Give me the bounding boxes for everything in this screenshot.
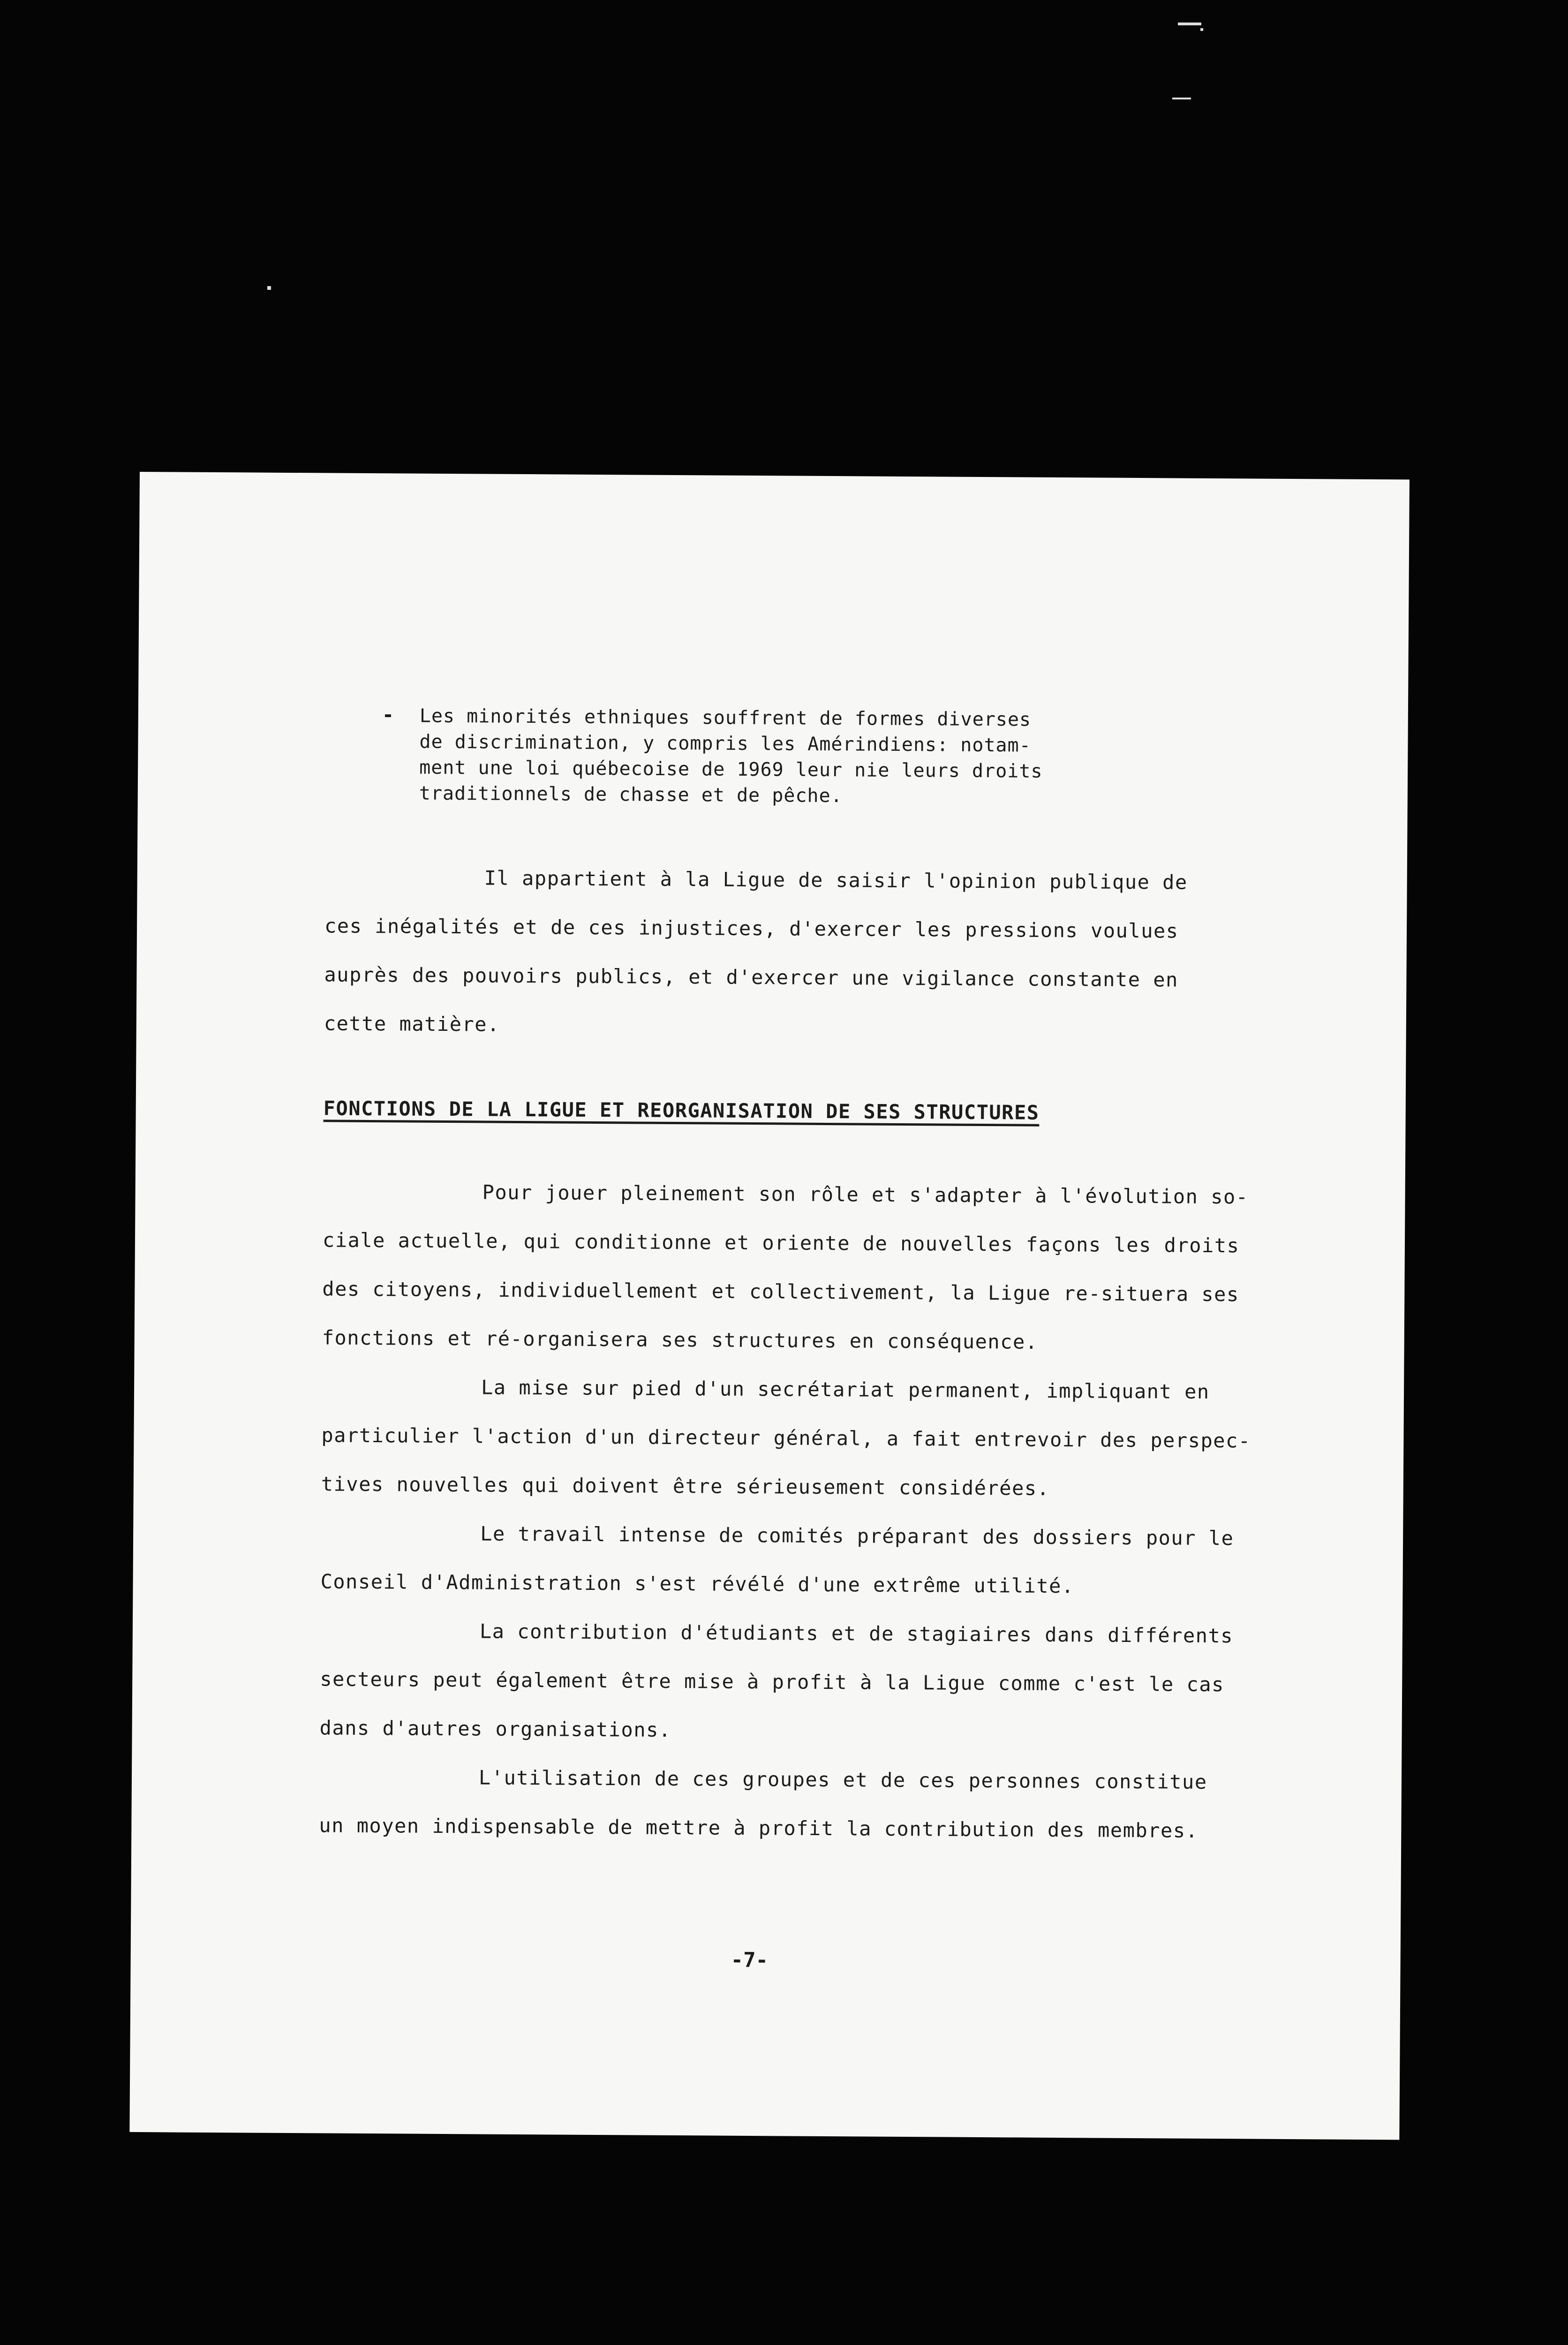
text-line: dans d'autres organisations. (319, 1716, 671, 1741)
text-line: fonctions et ré-organisera ses structures en conséquence. (322, 1326, 1038, 1354)
text-line: cette matière. (324, 1012, 500, 1036)
bullet-line: ment une loi québecoise de 1969 leur nie leurs droits (419, 756, 1043, 782)
document-page (129, 472, 1410, 2140)
text-line: Il appartient à la Ligue de saisir l'opinion publique de (484, 866, 1188, 894)
text-line: particulier l'action d'un directeur général, a fait entrevoir des perspec- (321, 1423, 1251, 1452)
text-line: secteurs peut également être mise à profit à la Ligue comme c'est le cas (320, 1667, 1225, 1696)
text-line: ces inégalités et de ces injustices, d'exercer les pressions voulues (324, 914, 1179, 943)
text-line: Conseil d'Administration s'est révélé d'une extrême utilité. (320, 1570, 1074, 1598)
text-line: La contribution d'étudiants et de stagiaires dans différents (479, 1619, 1234, 1648)
text-line: Le travail intense de comités préparant des dossiers pour le (480, 1522, 1234, 1550)
text-line: ciale actuelle, qui conditionne et oriente de nouvelles façons les droits (322, 1228, 1240, 1257)
paragraph-utilisation (319, 1752, 1276, 1855)
section-heading: FONCTIONS DE LA LIGUE ET REORGANISATION DE SES STRUCTURES (323, 1097, 1040, 1124)
bullet-dash: - (382, 703, 394, 726)
text-line: un moyen indispensable de mettre à profit la contribution des membres. (319, 1814, 1199, 1842)
text-line: L'utilisation de ces groupes et de ces personnes constitue (478, 1766, 1207, 1793)
bullet-line: Les minorités ethniques souffrent de formes diverses (419, 705, 1032, 731)
paragraph-ligue-role (324, 853, 1282, 1053)
text-line: Pour jouer pleinement son rôle et s'adapter à l'évolution so- (482, 1180, 1249, 1209)
bullet-item (382, 703, 1311, 812)
bullet-line: traditionnels de chasse et de pêche. (419, 782, 843, 807)
paragraph-etudiants (319, 1606, 1277, 1758)
paragraph-comites (320, 1508, 1277, 1611)
text-line: des citoyens, individuellement et collectivement, la Ligue re-situera ses (322, 1277, 1239, 1306)
text-line: La mise sur pied d'un secrétariat permanent, impliquant en (481, 1376, 1210, 1403)
page-number: -7- (731, 1948, 769, 1973)
paragraph-secretariat (321, 1362, 1279, 1514)
bullet-line: de discrimination, y compris les Amérindiens: notam- (419, 731, 1031, 756)
text-line: tives nouvelles qui doivent être sérieusement considérées. (321, 1472, 1050, 1500)
text-line: auprès des pouvoirs publics, et d'exercer une vigilance constante en (324, 963, 1179, 991)
paragraph-adaptation (322, 1167, 1280, 1368)
